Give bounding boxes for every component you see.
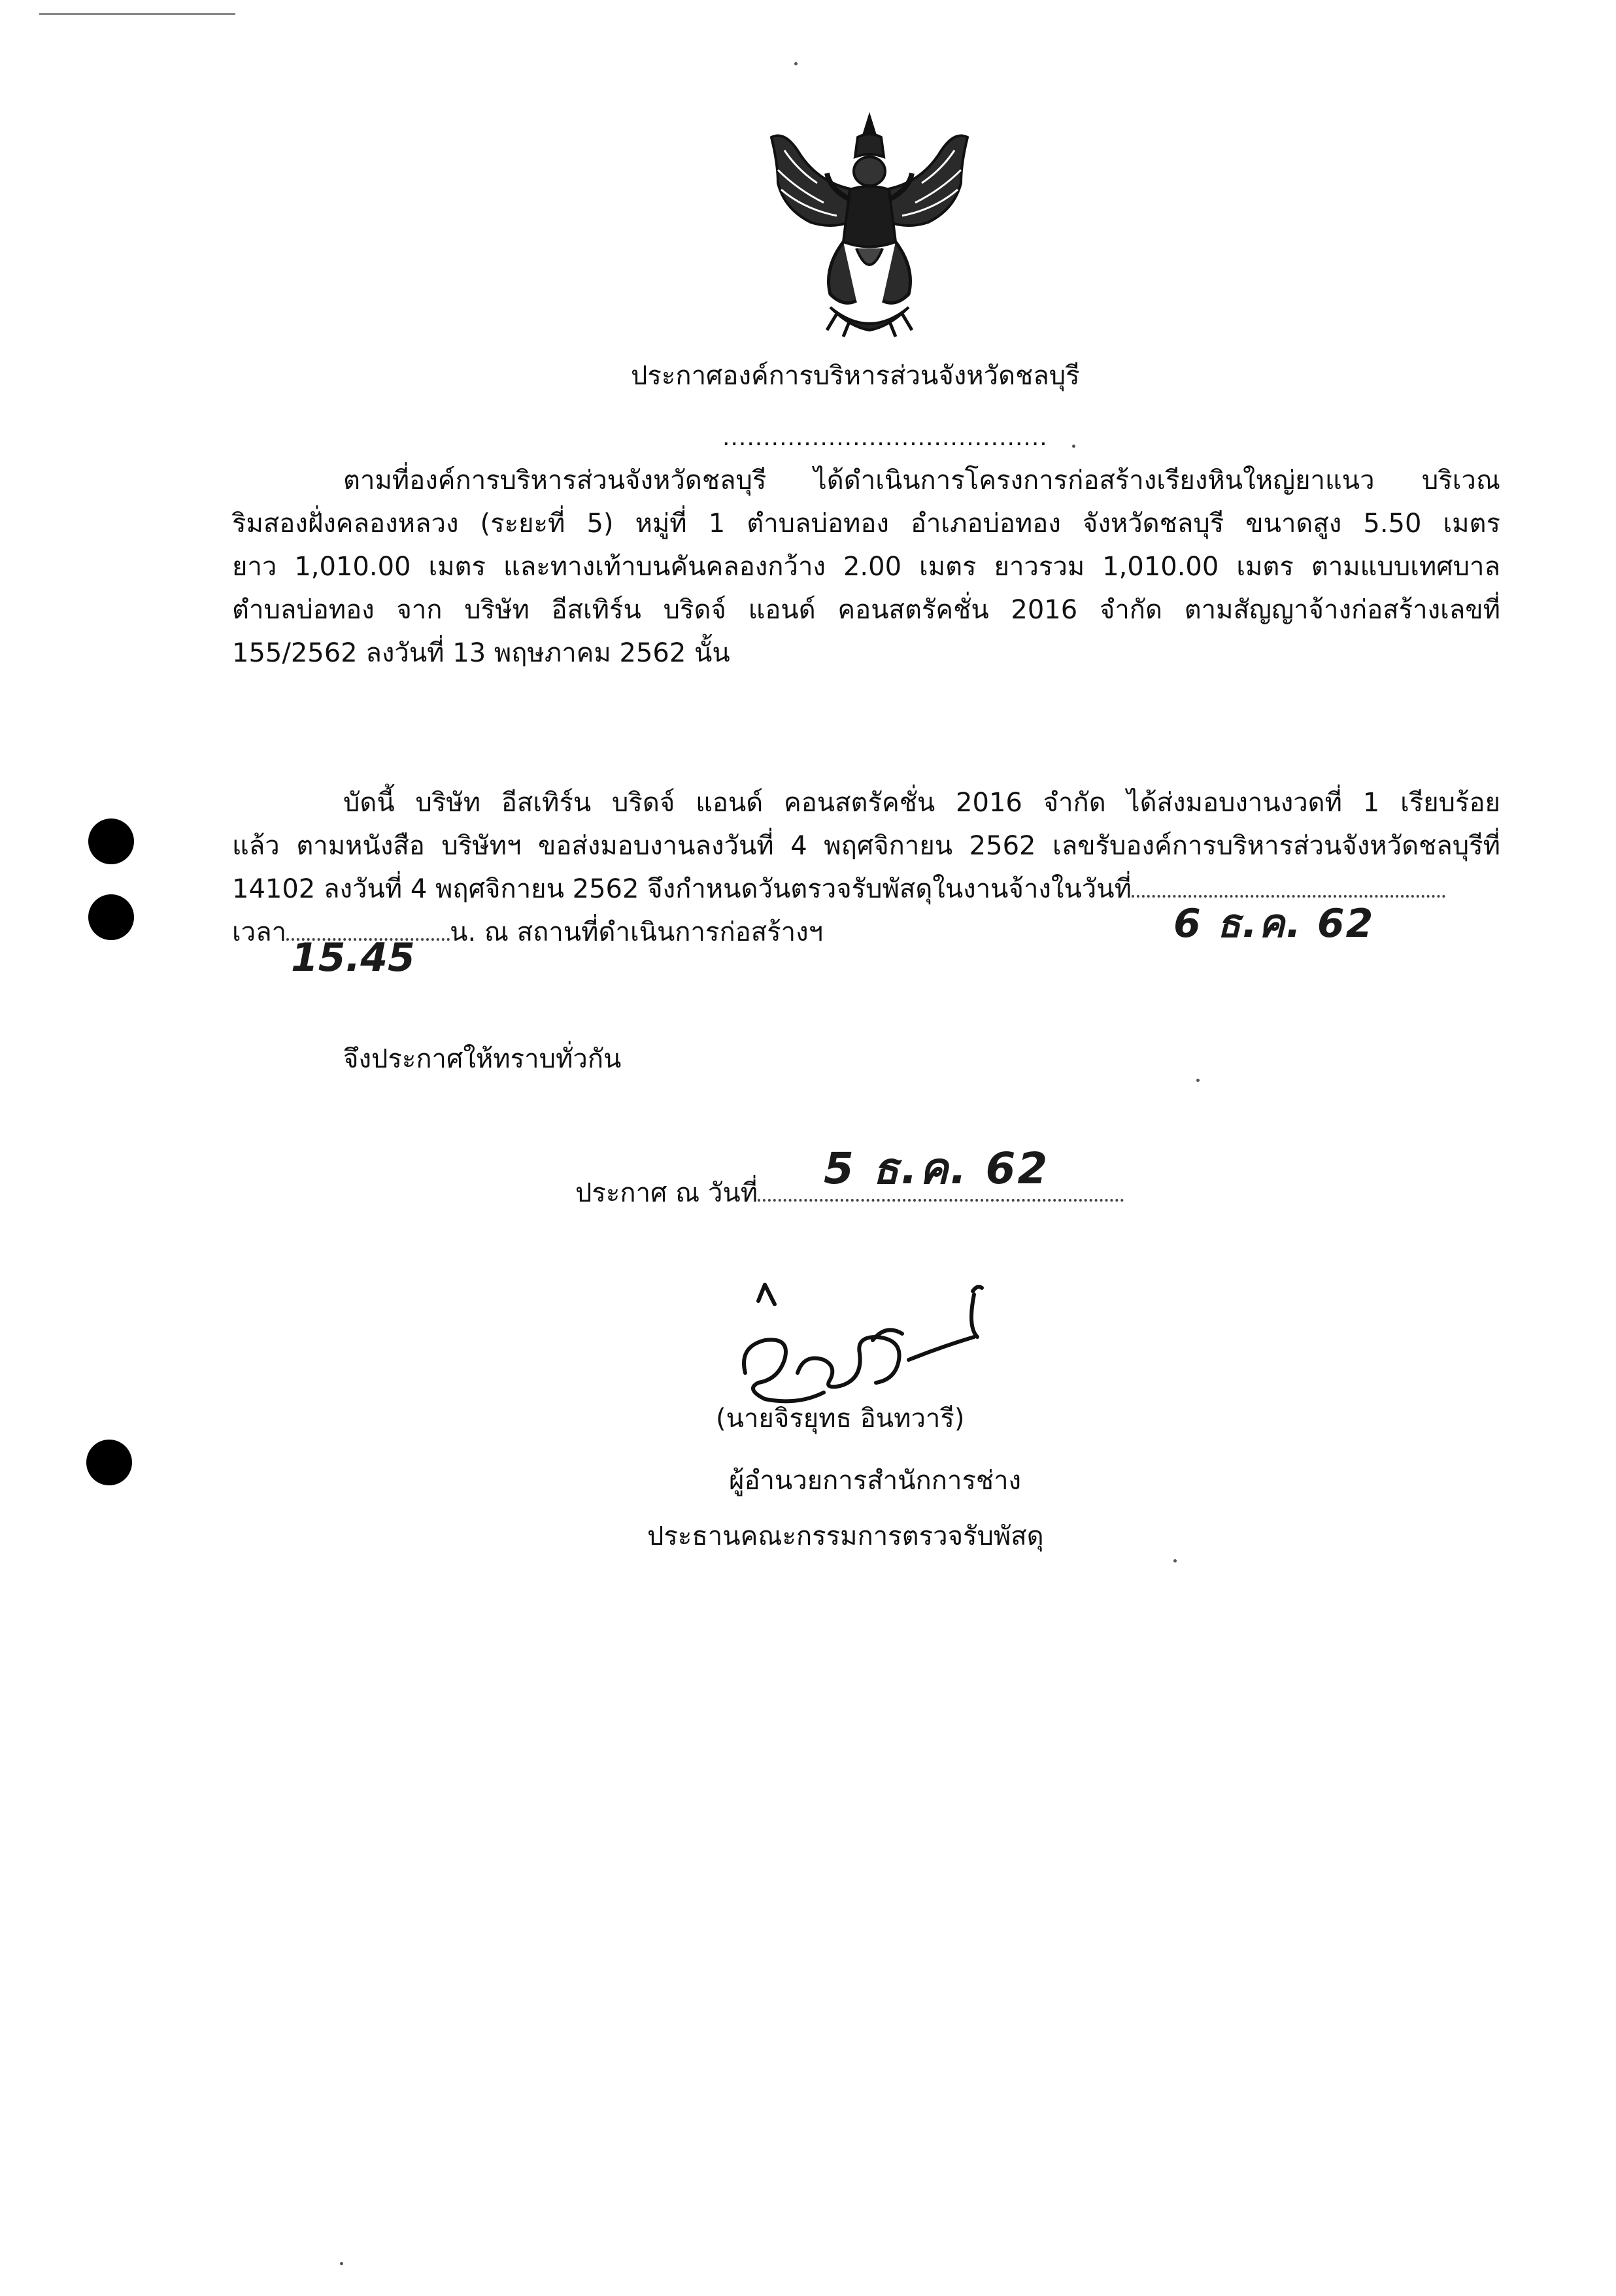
paragraph-1-line: 155/2562 ลงวันที่ 13 พฤษภาคม 2562 นั้น — [232, 638, 730, 668]
scan-speck — [1173, 1559, 1177, 1562]
punch-hole — [86, 1440, 132, 1485]
paragraph-1 — [232, 459, 1500, 675]
punch-hole — [88, 894, 134, 940]
scan-speck — [1196, 1079, 1200, 1082]
paragraph-2-line: บัดนี้ บริษัท อีสเทิร์น บริดจ์ แอนด์ คอนสตรัคชั่น 2016 จำกัด ได้ส่งมอบงานงวดที่ 1 เรียบร้อย — [343, 788, 1500, 818]
paragraph-2-line: แล้ว ตามหนังสือ บริษัทฯ ขอส่งมอบงานลงวันที่ 4 พฤศจิกายน 2562 เลขรับองค์การบริหารส่วนจังหวัดชลบุรีที่ — [232, 831, 1500, 861]
scan-edge-line — [39, 13, 235, 15]
inspection-date-label: 14102 ลงวันที่ 4 พฤศจิกายน 2562 จึงกำหนดวันตรวจรับพัสดุในงานจ้างในวันที่ — [232, 874, 1132, 904]
scan-speck — [794, 62, 798, 65]
paragraph-1-line: ยาว 1,010.00 เมตร และทางเท้าบนคันคลองกว้าง 2.00 เมตร ยาวรวม 1,010.00 เมตร ตามแบบเทศบาล — [232, 552, 1500, 582]
scan-speck — [340, 2262, 343, 2265]
time-label: เวลา — [232, 917, 287, 947]
title-separator: ........................................ — [722, 424, 1048, 451]
handwritten-signature-icon — [726, 1275, 1026, 1419]
handwritten-announcement-date: 5 ธ.ค. 62 — [824, 1143, 1050, 1194]
document-title: ประกาศองค์การบริหารส่วนจังหวัดชลบุรี — [631, 361, 1080, 391]
scan-speck — [1072, 445, 1075, 448]
garuda-emblem-icon — [758, 111, 981, 346]
announcement-date-label: ประกาศ ณ วันที่ — [575, 1178, 758, 1208]
punch-hole — [88, 819, 134, 864]
paragraph-1-line: ตามที่องค์การบริหารส่วนจังหวัดชลบุรี ได้ดำเนินการโครงการก่อสร้างเรียงหินใหญ่ยาแนว บริเวณ — [343, 465, 1500, 496]
paragraph-1-line: ตำบลบ่อทอง จาก บริษัท อีสเทิร์น บริดจ์ แอนด์ คอนสตรัคชั่น 2016 จำกัด ตามสัญญาจ้างก่อสร้างเลขที่ — [232, 595, 1500, 625]
announcement-text: จึงประกาศให้ทราบทั่วกัน — [343, 1044, 622, 1074]
signer-committee-role: ประธานคณะกรรมการตรวจรับพัสดุ — [647, 1521, 1044, 1551]
paragraph-1-line: ริมสองฝั่งคลองหลวง (ระยะที่ 5) หมู่ที่ 1 ตำบลบ่อทอง อำเภอบ่อทอง จังหวัดชลบุรี ขนาดสูง 5.50 เมตร — [232, 509, 1500, 539]
signer-name: (นายจิรยุทธ อินทวารี) — [716, 1404, 965, 1434]
handwritten-time: 15.45 — [291, 935, 415, 981]
time-suffix: น. ณ สถานที่ดำเนินการก่อสร้างฯ — [450, 917, 824, 947]
handwritten-inspection-date: 6 ธ.ค. 62 — [1173, 901, 1375, 947]
signer-position: ผู้อำนวยการสำนักการช่าง — [729, 1466, 1022, 1496]
